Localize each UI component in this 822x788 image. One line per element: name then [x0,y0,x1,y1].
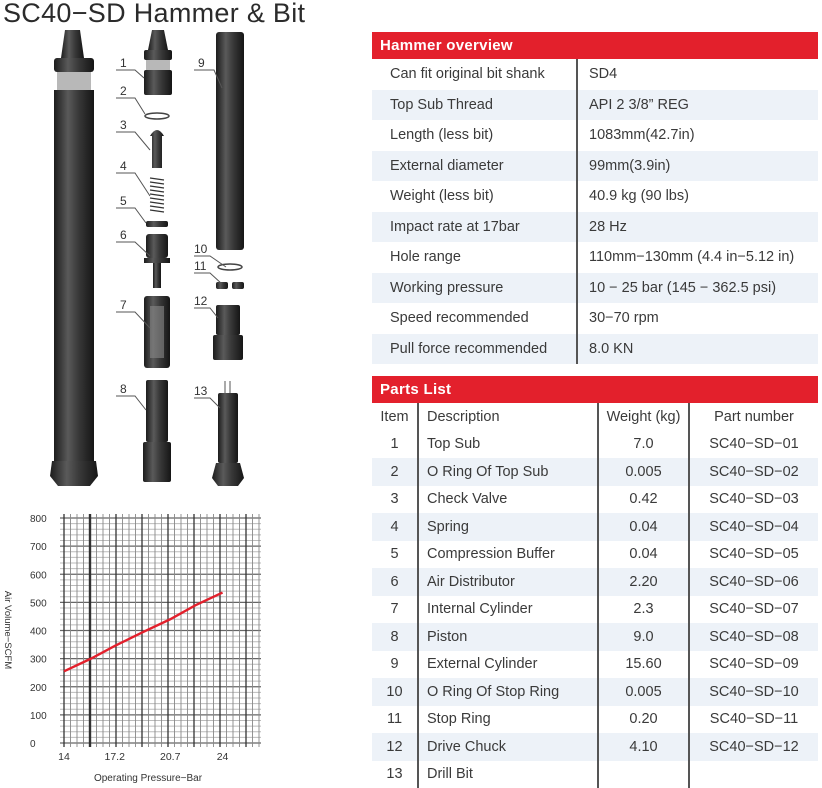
part-description: Spring [418,513,598,541]
parts-row [372,568,818,596]
callout-10: 10 [194,242,208,256]
part-item-number: 6 [372,568,418,596]
drive-chuck-illustration [213,305,243,360]
overview-label: Working pressure [372,273,577,304]
external-cylinder-illustration [216,32,244,250]
drill-bit-illustration [212,381,244,486]
callout-2: 2 [120,84,127,98]
y-tick-label: 300 [30,655,47,666]
top-sub-illustration [144,30,172,95]
part-weight [598,761,689,788]
part-item-number: 2 [372,458,418,486]
parts-row [372,541,818,569]
part-weight: 2.3 [598,596,689,624]
parts-list-column-headers [372,403,818,431]
overview-row [372,303,818,334]
overview-value: API 2 3/8” REG [577,90,818,121]
column-header-part-number: Part number [689,403,818,431]
part-weight: 7.0 [598,431,689,459]
part-weight: 15.60 [598,651,689,679]
callout-12: 12 [194,294,208,308]
overview-value: 99mm(3.9in) [577,151,818,182]
callout-4: 4 [120,159,127,173]
hammer-overview-table [372,32,818,364]
part-item-number: 7 [372,596,418,624]
part-weight: 0.42 [598,486,689,514]
overview-row [372,181,818,212]
overview-row [372,212,818,243]
parts-row [372,623,818,651]
callout-5: 5 [120,194,127,208]
stop-ring-o-ring-illustration [218,264,242,270]
part-item-number: 3 [372,486,418,514]
x-tick-labels [58,751,228,763]
y-tick-labels [30,514,47,750]
hammer-exploded-diagram [40,28,265,493]
parts-row [372,706,818,734]
part-weight: 0.005 [598,458,689,486]
y-tick-label: 200 [30,683,47,694]
callout-7: 7 [120,298,127,312]
parts-row [372,458,818,486]
y-tick-label: 500 [30,598,47,609]
part-description: Air Distributor [418,568,598,596]
y-axis-label: Air Volume−SCFM [2,591,13,669]
overview-row [372,151,818,182]
overview-label: Pull force recommended [372,334,577,365]
overview-row [372,242,818,273]
page-title: SC40−SD Hammer & Bit [3,0,305,29]
y-tick-label: 600 [30,570,47,581]
part-item-number: 11 [372,706,418,734]
parts-row [372,678,818,706]
part-item-number: 12 [372,733,418,761]
part-weight: 9.0 [598,623,689,651]
check-valve-illustration [150,130,164,168]
overview-value: 30−70 rpm [577,303,818,334]
overview-row [372,273,818,304]
stop-ring-illustration [216,282,244,289]
part-description: Compression Buffer [418,541,598,569]
overview-value: 1083mm(42.7in) [577,120,818,151]
overview-row [372,334,818,365]
part-description: Top Sub [418,431,598,459]
column-header-weight: Weight (kg) [598,403,689,431]
overview-row [372,59,818,90]
air-distributor-illustration [144,234,170,288]
part-item-number: 8 [372,623,418,651]
overview-label: Weight (less bit) [372,181,577,212]
parts-list-header: Parts List [372,376,818,403]
overview-label: Impact rate at 17bar [372,212,577,243]
callout-9: 9 [198,56,205,70]
overview-label: External diameter [372,151,577,182]
overview-value: 40.9 kg (90 lbs) [577,181,818,212]
x-tick-label: 24 [217,751,229,763]
part-description: Stop Ring [418,706,598,734]
column-header-item: Item [372,403,418,431]
overview-value: 110mm−130mm (4.4 in−5.12 in) [577,242,818,273]
part-description: Piston [418,623,598,651]
part-description: Check Valve [418,486,598,514]
y-tick-label: 800 [30,514,47,525]
overview-value: 8.0 KN [577,334,818,365]
parts-row [372,761,818,788]
part-number: SC40−SD−01 [689,431,818,459]
y-tick-label: 700 [30,542,47,553]
part-weight: 0.005 [598,678,689,706]
part-number: SC40−SD−05 [689,541,818,569]
part-weight: 0.20 [598,706,689,734]
part-description: External Cylinder [418,651,598,679]
internal-cylinder-illustration [144,296,170,368]
callout-3: 3 [120,118,127,132]
y-tick-label: 100 [30,711,47,722]
series-line-air-consumption [64,593,223,672]
spring-illustration [150,178,164,212]
part-item-number: 13 [372,761,418,788]
o-ring-illustration [145,113,169,119]
parts-row [372,596,818,624]
overview-value: 28 Hz [577,212,818,243]
overview-row [372,90,818,121]
overview-label: Length (less bit) [372,120,577,151]
part-number: SC40−SD−07 [689,596,818,624]
part-weight: 0.04 [598,513,689,541]
callout-13: 13 [194,384,208,398]
column-header-description: Description [418,403,598,431]
callout-leaders [116,70,226,410]
air-consumption-chart [0,505,280,778]
callout-8: 8 [120,382,127,396]
parts-list-table [372,376,818,788]
part-number [689,761,818,788]
x-axis-label: Operating Pressure−Bar [94,773,203,784]
overview-value: 10 − 25 bar (145 − 362.5 psi) [577,273,818,304]
part-weight: 0.04 [598,541,689,569]
part-item-number: 4 [372,513,418,541]
x-tick-label: 20.7 [160,751,181,763]
part-weight: 4.10 [598,733,689,761]
part-item-number: 5 [372,541,418,569]
part-number: SC40−SD−12 [689,733,818,761]
assembled-hammer-illustration [50,30,98,486]
y-tick-label: 400 [30,627,47,638]
part-number: SC40−SD−04 [689,513,818,541]
part-description: O Ring Of Top Sub [418,458,598,486]
part-description: O Ring Of Stop Ring [418,678,598,706]
callout-1: 1 [120,56,127,70]
callout-6: 6 [120,228,127,242]
piston-illustration [143,380,171,482]
y-tick-label: 0 [30,739,36,750]
x-tick-label: 14 [58,751,70,763]
parts-row [372,486,818,514]
overview-label: Top Sub Thread [372,90,577,121]
overview-row [372,120,818,151]
parts-row [372,651,818,679]
hammer-overview-header: Hammer overview [372,32,818,59]
parts-row [372,513,818,541]
overview-label: Can fit original bit shank [372,59,577,90]
part-number: SC40−SD−10 [689,678,818,706]
x-tick-label: 17.2 [105,751,126,763]
part-description: Drill Bit [418,761,598,788]
part-weight: 2.20 [598,568,689,596]
overview-label: Speed recommended [372,303,577,334]
compression-buffer-illustration [146,221,168,227]
part-number: SC40−SD−06 [689,568,818,596]
callout-11: 11 [194,259,207,273]
part-item-number: 10 [372,678,418,706]
part-description: Internal Cylinder [418,596,598,624]
part-number: SC40−SD−09 [689,651,818,679]
part-item-number: 1 [372,431,418,459]
chart-grid [60,514,261,747]
part-number: SC40−SD−08 [689,623,818,651]
overview-label: Hole range [372,242,577,273]
parts-row [372,733,818,761]
parts-row [372,431,818,459]
part-number: SC40−SD−03 [689,486,818,514]
part-number: SC40−SD−11 [689,706,818,734]
overview-value: SD4 [577,59,818,90]
part-description: Drive Chuck [418,733,598,761]
part-number: SC40−SD−02 [689,458,818,486]
part-item-number: 9 [372,651,418,679]
